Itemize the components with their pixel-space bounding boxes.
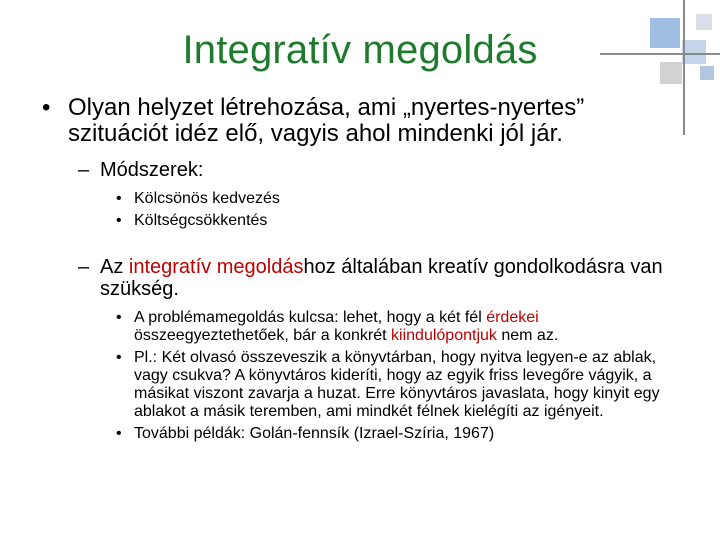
bullet-main-text: Olyan helyzet létrehozása, ami „nyertes-nyertes” szituációt idéz elő, vagyis ahol mindenki jól jár. [68, 94, 585, 147]
bullet-marker: • [116, 425, 122, 442]
integrative-post: hoz általában kreatív gondolkodásra van szükség. [100, 256, 663, 300]
key-highlight-startingpoint: kiindulópontjuk [391, 327, 497, 344]
library-text: Pl.: Két olvasó összeveszik a könyvtárban, hogy nyitva legyen-e az ablak, vagy csukva? A könyvtáros kideríti, hogy az egyik friss levegőre vágyik, a másikat viszont zavarja a huzat. Erre könyvtáros javaslata, hogy kinyit egy ablakot a másik teremben, ami mindkét félnek kielégíti az igényeit. [134, 349, 660, 420]
sub-bullet-methods [38, 159, 678, 181]
further-examples-text: További példák: Golán-fennsík (Izrael-Szíria, 1967) [134, 425, 495, 442]
sub-bullet-integrative [38, 256, 678, 300]
example-item-key [38, 309, 678, 345]
bullet-marker: • [116, 190, 122, 207]
slide-content [38, 95, 678, 447]
method-item [38, 190, 678, 208]
bullet-marker: • [116, 349, 122, 366]
dash-marker: – [78, 159, 90, 181]
method-item-text: Kölcsönös kedvezés [134, 190, 280, 207]
methods-label: Módszerek: [100, 159, 204, 181]
key-text-b: összeegyeztethetőek, bár a konkrét [134, 327, 392, 344]
key-text-c: nem az. [496, 327, 559, 344]
bullet-main [38, 95, 678, 147]
slide-title: Integratív megoldás [182, 28, 538, 72]
integrative-pre: Az [100, 256, 129, 278]
key-highlight-interests: érdekei [486, 309, 539, 326]
key-text-a: A problémamegoldás kulcsa: lehet, hogy a két fél [134, 309, 487, 326]
method-item [38, 212, 678, 230]
bullet-marker: • [116, 212, 122, 229]
example-item-library [38, 349, 678, 421]
bullet-marker: • [42, 94, 51, 121]
dash-marker: – [78, 256, 90, 278]
method-item-text: Költségcsökkentés [134, 212, 268, 229]
bullet-marker: • [116, 309, 122, 326]
example-item-further [38, 425, 678, 443]
integrative-highlight: integratív megoldás [128, 256, 304, 278]
